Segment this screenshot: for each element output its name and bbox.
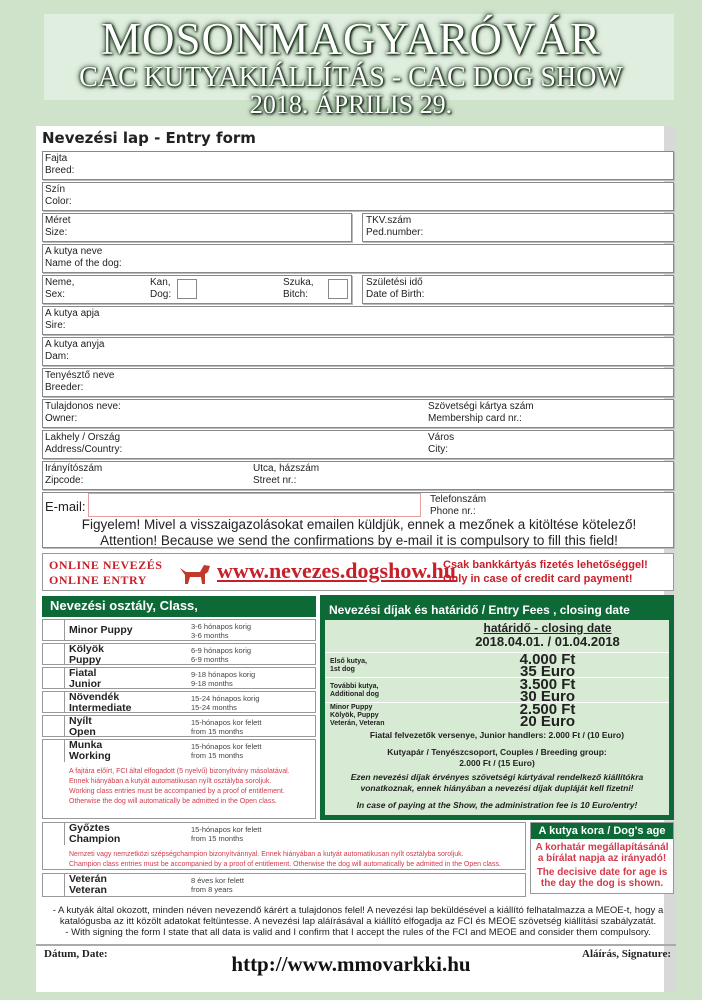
class-name: Kölyök Puppy xyxy=(69,643,105,666)
size-label: Méret Size: xyxy=(45,215,71,238)
fee-row xyxy=(325,701,669,730)
address-label: Lakhely / Ország Address/Country: xyxy=(45,432,123,455)
class-name: Fiatal Junior xyxy=(69,667,102,690)
zip-label: Irányítószám Zipcode: xyxy=(45,463,103,486)
sire-field[interactable] xyxy=(42,306,674,335)
email-label: E-mail: xyxy=(45,499,86,514)
fee-eur: 30 Euro xyxy=(519,688,576,705)
deadline-label: határidő - closing date xyxy=(483,621,612,635)
class-checkbox[interactable] xyxy=(43,692,65,712)
online-entry-link[interactable]: www.nevezes.dogshow.hu xyxy=(217,558,456,583)
class-checkbox[interactable] xyxy=(43,644,65,664)
class-checkbox[interactable] xyxy=(43,668,65,688)
color-field[interactable] xyxy=(42,182,674,211)
class-checkbox[interactable] xyxy=(43,716,65,736)
admin-fee-note: In case of paying at the Show, the administration fee is 10 Euro/entry! xyxy=(356,800,638,810)
class-row xyxy=(42,822,526,870)
owner-label: Tulajdonos neve: Owner: xyxy=(45,401,121,424)
class-row xyxy=(42,619,316,641)
fee-huf: 3.500 Ft xyxy=(519,676,576,693)
fee-label: Első kutya, 1st dog xyxy=(330,658,367,673)
signature-divider xyxy=(36,944,676,946)
dam-label: A kutya anyja Dam: xyxy=(45,339,105,362)
class-age: 15-hónapos kor felett from 15 months xyxy=(191,825,262,843)
email-input[interactable] xyxy=(88,493,421,517)
class-row xyxy=(42,715,316,737)
dog-name-label: A kutya neve Name of the dog: xyxy=(45,246,122,269)
class-age: 15-hónapos kor felett from 15 months xyxy=(191,742,262,760)
class-name: Veterán Veteran xyxy=(69,873,107,896)
female-checkbox[interactable] xyxy=(328,279,348,299)
class-checkbox[interactable] xyxy=(43,620,65,640)
dam-field[interactable] xyxy=(42,337,674,366)
breed-field[interactable] xyxy=(42,151,674,180)
dog-name-field[interactable] xyxy=(42,244,674,273)
fee-row xyxy=(325,676,669,705)
email-notice: Figyelem! Mivel a visszaigazolásokat emailen küldjük, ennek a mezőnek a kitöltése kötelező! Attention! Because we send the confirmations by e-mail it is compulsory to fill this field! xyxy=(81,517,637,548)
fees-panel xyxy=(320,595,674,820)
class-row xyxy=(42,643,316,665)
header-city: MOSONMAGYARÓVÁR xyxy=(100,14,602,64)
class-checkbox[interactable] xyxy=(43,823,65,845)
class-age: 9-18 hónapos korig 9-18 months xyxy=(191,670,256,688)
junior-handler-fee: Fiatal felvezetők versenye, Junior handlers: 2.000 Ft / (10 Euro) xyxy=(369,730,625,740)
dog-age-box xyxy=(530,822,674,894)
class-age: 15-hónapos kor felett from 15 months xyxy=(191,718,262,736)
size-field[interactable] xyxy=(42,213,352,242)
class-checkbox[interactable] xyxy=(43,874,65,896)
class-age: 6-9 hónapos korig 6-9 months xyxy=(191,646,252,664)
fee-huf: 2.500 Ft xyxy=(519,701,576,718)
couples-fee: Kutyapár / Tenyészcsoport, Couples / Breeding group: 2.000 Ft / (15 Euro) xyxy=(387,747,607,768)
class-checkbox[interactable] xyxy=(43,740,65,762)
sex-label: Neme, Sex: xyxy=(45,277,75,300)
male-checkbox[interactable] xyxy=(177,279,197,299)
online-entry-banner xyxy=(42,553,674,591)
fee-label: Minor Puppy Kölyök, Puppy Veterán, Veteran xyxy=(330,704,385,727)
class-age: 15-24 hónapos korig 15-24 months xyxy=(191,694,260,712)
class-age: 8 éves kor felett from 8 years xyxy=(191,876,244,894)
zip-street-field[interactable] xyxy=(42,461,674,490)
phone-label: Telefonszám Phone nr.: xyxy=(430,494,487,517)
class-age: 3-6 hónapos korig 3-6 months xyxy=(191,622,252,640)
class-row xyxy=(42,739,316,819)
website-link[interactable]: http://www.mmovarkki.hu xyxy=(231,952,471,976)
dog-age-hu: A korhatár megállapításánál a bírálat napja az irányadó! xyxy=(535,842,669,864)
breeder-label: Tenyésztő neve Breeder: xyxy=(45,370,115,393)
header-banner xyxy=(0,0,702,128)
header-date: 2018. ÁPRILIS 29. xyxy=(249,90,453,119)
card-payment-note: Csak bankkártyás fizetés lehetőséggel! Only in case of credit card payment! xyxy=(443,559,648,585)
class-name: Munka Working xyxy=(69,739,111,762)
header-event: CAC KUTYAKIÁLLÍTÁS - CAC DOG SHOW xyxy=(79,62,623,93)
membership-label: Szövetségi kártya szám Membership card nr.: xyxy=(428,401,534,424)
dog-age-title: A kutya kora / Dog's age xyxy=(531,823,673,839)
owner-field[interactable] xyxy=(42,399,674,428)
class-row xyxy=(42,667,316,689)
city-label: Város City: xyxy=(428,432,455,455)
dog-icon xyxy=(178,562,212,586)
online-entry-label: ONLINE NEVEZÉS ONLINE ENTRY xyxy=(49,558,163,587)
sire-label: A kutya apja Sire: xyxy=(45,308,100,331)
breed-label: Fajta Breed: xyxy=(45,153,75,176)
address-field[interactable] xyxy=(42,430,674,459)
class-requirement-note: Nemzeti vagy nemzetközi szépségchampion bizonyítvánnyal. Ennek hiányában a kutyát automatikusan nyílt osztályba soroljuk. Champion class entries must be accompanied by a proof of entitlement. Otherwise the dog will automatically be admitted in the Open class. xyxy=(69,851,501,868)
bitch-label: Szuka, Bitch: xyxy=(283,277,314,300)
fee-eur: 35 Euro xyxy=(519,663,576,680)
membership-fee-note: Ezen nevezési díjak érvényes szövetségi kártyával rendelkező kiállítókra vonatkoznak, ennek hiányában a nevezési díjak dupláját kell fizetni! xyxy=(350,772,644,793)
fee-label: További kutya, Additional dog xyxy=(330,683,379,698)
fee-eur: 20 Euro xyxy=(519,713,576,730)
signature-label: Aláírás, Signature: xyxy=(582,948,672,960)
class-name: Növendék Intermediate xyxy=(69,691,132,714)
dog-label: Kan, Dog: xyxy=(150,277,172,300)
class-row xyxy=(42,873,526,897)
date-label: Dátum, Date: xyxy=(44,948,108,960)
color-label: Szín Color: xyxy=(45,184,72,207)
form-title: Nevezési lap - Entry form xyxy=(42,129,256,147)
class-name: Győztes Champion xyxy=(69,822,121,845)
class-requirement-note: A fajtára előírt, FCI által elfogadott (5 nyelvű) bizonyítvány másolatával. Ennek hiányában a kutyát automatikusan nyílt osztályba soroljuk. Working class entries must be accompanied by a proof of entitlement. Otherwise the dog will automatically be admitted in the Open class. xyxy=(69,768,290,805)
street-label: Utca, házszám Street nr.: xyxy=(253,463,320,486)
deadline-date: 2018.04.01. / 01.04.2018 xyxy=(475,634,620,649)
fee-huf: 4.000 Ft xyxy=(519,651,576,668)
fees-title: Nevezési díjak és határidő / Entry Fees , closing date xyxy=(325,600,669,620)
dob-label: Születési idő Date of Birth: xyxy=(366,277,425,300)
class-row xyxy=(42,691,316,713)
class-name: Minor Puppy xyxy=(69,624,133,636)
dog-age-en: The decisive date for age is the day the dog is shown. xyxy=(536,867,668,889)
class-section-title: Nevezési osztály, Class, xyxy=(42,596,316,617)
ped-number-label: TKV.szám Ped.number: xyxy=(366,215,424,238)
breeder-field[interactable] xyxy=(42,368,674,397)
disclaimer: - A kutyák által okozott, minden néven nevezendő kárért a tulajdonos felel! A nevezési lap beküldésével a kiállító felhatalmazza a MEOE-t, hogy a katalógusba az itt közölt adatokat feltüntesse. A nevezési lap aláírásával a kiállító elfogadja az FCI és MEOE szövetség kiállítási szabályzatát. - With signing the form I state that all data is valid and I confirm that I accept the rules of the FCI and MEOE and consider them compulsory. xyxy=(52,905,664,938)
class-name: Nyílt Open xyxy=(69,715,96,738)
fee-row xyxy=(325,651,669,680)
